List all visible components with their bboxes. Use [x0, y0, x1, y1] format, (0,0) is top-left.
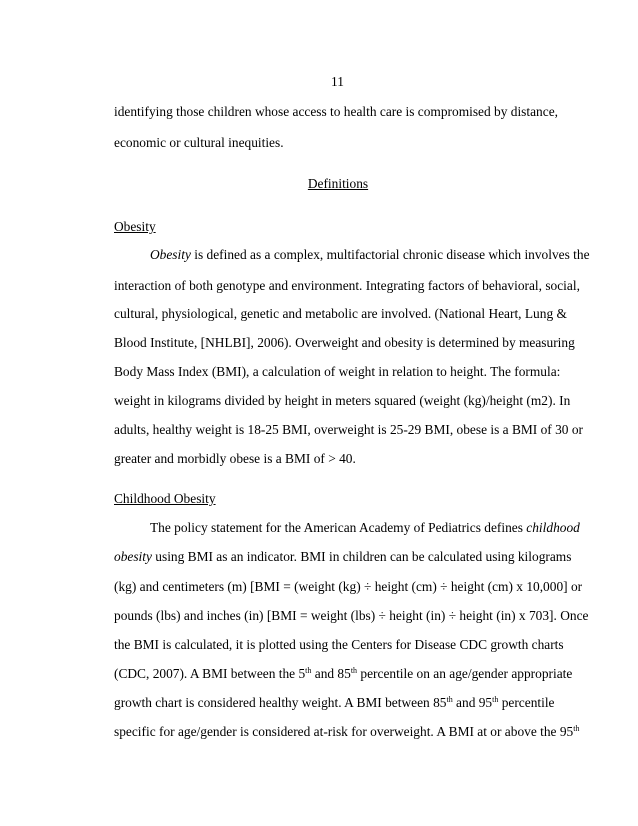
body-text-line: Body Mass Index (BMI), a calculation of weight in relation to height. The formula:	[114, 364, 561, 379]
term-childhood: childhood	[526, 520, 580, 535]
section-heading-definitions: Definitions	[307, 176, 369, 191]
body-text-line	[114, 695, 555, 711]
body-text-line: Blood Institute, [NHLBI], 2006). Overweight and obesity is determined by measuring	[114, 335, 575, 350]
ordinal-suffix: th	[446, 695, 453, 704]
body-text-fragment: is defined as a complex, multifactorial chronic disease which involves the	[190, 247, 590, 262]
body-text-line: interaction of both genotype and environment. Integrating factors of behavioral, social,	[114, 278, 580, 293]
ordinal-suffix: th	[305, 666, 312, 675]
body-text-line: cultural, physiological, genetic and metabolic are involved. (National Heart, Lung &	[114, 306, 567, 321]
body-text-line	[114, 666, 572, 682]
body-text-fragment: using BMI as an indicator. BMI in children can be calculated using kilograms	[151, 549, 572, 564]
page-number: 11	[331, 74, 344, 89]
subheading-childhood-obesity: Childhood Obesity	[114, 491, 216, 506]
body-text-line: economic or cultural inequities.	[114, 135, 284, 150]
body-text-fragment: percentile	[498, 695, 555, 710]
ordinal-suffix: th	[573, 724, 580, 733]
body-text-fragment: (CDC, 2007). A BMI between the 5	[114, 666, 306, 681]
ordinal-suffix: th	[350, 666, 358, 675]
body-text-fragment: growth chart is considered healthy weight. A BMI between 85	[114, 695, 447, 710]
body-text-line	[150, 520, 580, 536]
body-text-line: weight in kilograms divided by height in meters squared (weight (kg)/height (m2). In	[114, 393, 571, 408]
body-text-line: (kg) and centimeters (m) [BMI = (weight (kg) ÷ height (cm) ÷ height (cm) x 10,000] or	[114, 579, 583, 594]
subheading-obesity: Obesity	[114, 219, 156, 234]
term-obesity-italic: obesity	[114, 549, 152, 564]
body-text-fragment: and 95	[452, 695, 493, 710]
body-text-fragment: The policy statement for the American Academy of Pediatrics defines	[150, 520, 527, 535]
body-text-fragment: and 85	[311, 666, 351, 681]
body-text-fragment: specific for age/gender is considered at-risk for overweight. A BMI at or above the 95	[114, 724, 574, 739]
body-text-line: adults, healthy weight is 18-25 BMI, overweight is 25-29 BMI, obese is a BMI of 30 or	[114, 422, 583, 437]
body-text-line: the BMI is calculated, it is plotted using the Centers for Disease CDC growth charts	[114, 637, 564, 652]
body-text-line: pounds (lbs) and inches (in) [BMI = weight (lbs) ÷ height (in) ÷ height (in) x 703]. Once	[114, 608, 589, 623]
ordinal-suffix: th	[492, 695, 499, 704]
term-obesity: Obesity	[150, 247, 191, 262]
body-text-line	[150, 247, 590, 263]
body-text-fragment: percentile on an age/gender appropriate	[357, 666, 573, 681]
body-text-line: greater and morbidly obese is a BMI of > 40.	[114, 451, 356, 466]
body-text-line: identifying those children whose access to health care is compromised by distance,	[114, 104, 558, 119]
body-text-line	[114, 549, 571, 565]
body-text-line	[114, 724, 579, 740]
